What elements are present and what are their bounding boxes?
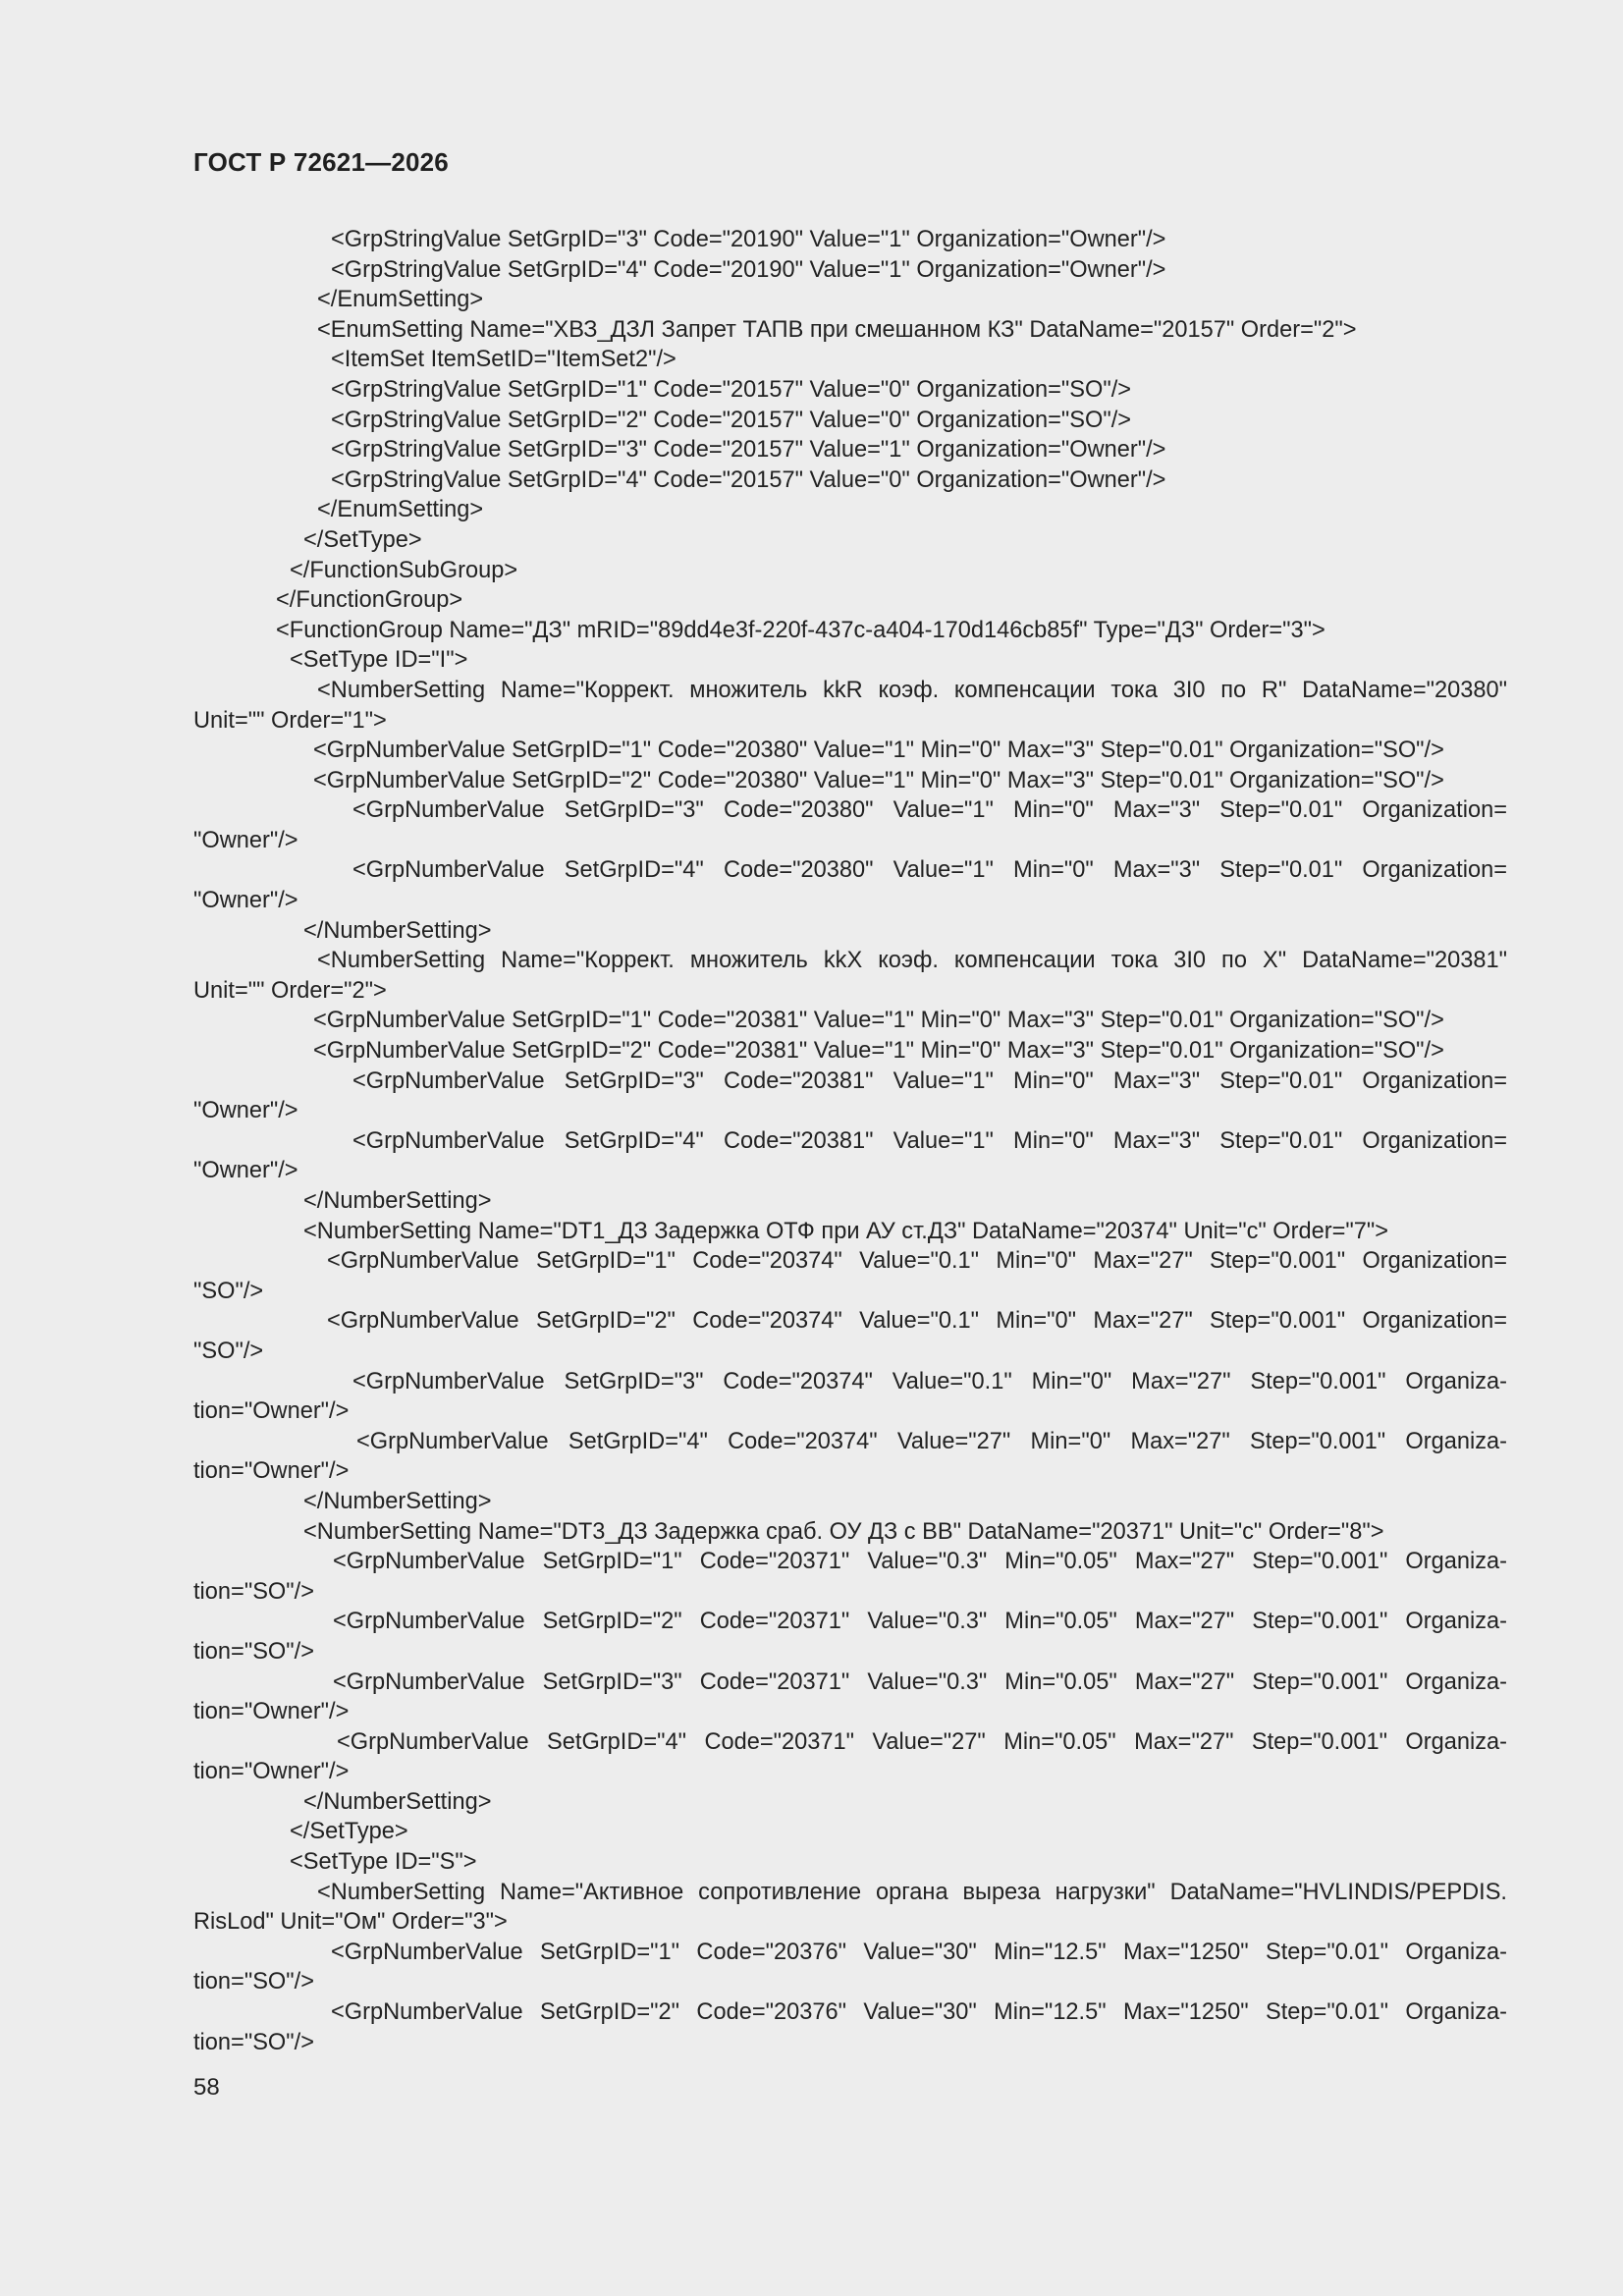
listing-line: Unit="" Order="2"> xyxy=(193,977,387,1004)
listing-line: "SO"/> xyxy=(193,1278,264,1304)
listing-line: <NumberSetting Name="DT3_ДЗ Задержка сраб. ОУ ДЗ с ВВ" DataName="20371" Unit="с" Order="8"> xyxy=(303,1518,1384,1545)
listing-line: <EnumSetting Name="ХВЗ_ДЗЛ Запрет ТАПВ при смешанном КЗ" DataName="20157" Order="2"> xyxy=(317,316,1357,343)
listing-line: <NumberSetting Name="Коррект. множитель kkR коэф. компенсации тока 3I0 по R" DataName="20380" xyxy=(317,677,1507,703)
listing-line: <GrpNumberValue SetGrpID="2" Code="20380" Value="1" Min="0" Max="3" Step="0.01" Organization="SO"/> xyxy=(313,767,1444,793)
listing-line: <GrpNumberValue SetGrpID="2" Code="20374" Value="0.1" Min="0" Max="27" Step="0.001" Organization= xyxy=(327,1308,1507,1335)
listing-line: tion="SO"/> xyxy=(193,2029,314,2055)
listing-line: tion="Owner"/> xyxy=(193,1458,350,1485)
xml-listing xyxy=(193,225,1507,2057)
listing-line: <GrpStringValue SetGrpID="4" Code="20157" Value="0" Organization="Owner"/> xyxy=(331,466,1166,493)
listing-line: <GrpStringValue SetGrpID="2" Code="20157" Value="0" Organization="SO"/> xyxy=(331,407,1132,433)
listing-line: <GrpNumberValue SetGrpID="1" Code="20374" Value="0.1" Min="0" Max="27" Step="0.001" Organization= xyxy=(327,1248,1507,1275)
listing-line: <ItemSet ItemSetID="ItemSet2"/> xyxy=(331,347,676,373)
listing-line: <GrpNumberValue SetGrpID="4" Code="20374" Value="27" Min="0" Max="27" Step="0.001" Organiza- xyxy=(356,1428,1507,1454)
listing-line: </NumberSetting> xyxy=(303,1188,492,1214)
listing-line: <GrpStringValue SetGrpID="3" Code="20190" Value="1" Organization="Owner"/> xyxy=(331,227,1166,252)
listing-line: </EnumSetting> xyxy=(317,497,484,523)
listing-line: RisLod" Unit="Ом" Order="3"> xyxy=(193,1909,508,1936)
listing-line: <GrpNumberValue SetGrpID="4" Code="20380" Value="1" Min="0" Max="3" Step="0.01" Organization= xyxy=(352,857,1507,884)
listing-line: <NumberSetting Name="Активное сопротивление органа выреза нагрузки" DataName="HVLINDIS/PEPDIS. xyxy=(317,1879,1507,1905)
listing-line: "SO"/> xyxy=(193,1338,264,1364)
listing-line: <FunctionGroup Name="ДЗ" mRID="89dd4e3f-220f-437c-a404-170d146cb85f" Type="ДЗ" Order="3"> xyxy=(276,617,1325,643)
listing-line: </FunctionSubGroup> xyxy=(290,557,518,583)
listing-line: tion="Owner"/> xyxy=(193,1759,350,1785)
listing-line: </NumberSetting> xyxy=(303,1488,492,1514)
listing-line: "Owner"/> xyxy=(193,1098,298,1124)
page-number: 58 xyxy=(193,2074,220,2101)
listing-line: <GrpNumberValue SetGrpID="3" Code="20380" Value="1" Min="0" Max="3" Step="0.01" Organization= xyxy=(352,797,1507,824)
listing-line: <GrpNumberValue SetGrpID="2" Code="20381" Value="1" Min="0" Max="3" Step="0.01" Organization="SO"/> xyxy=(313,1038,1444,1065)
listing-line: "Owner"/> xyxy=(193,888,298,914)
listing-line: tion="SO"/> xyxy=(193,1638,314,1665)
listing-line: </SetType> xyxy=(303,526,422,553)
listing-line: </FunctionGroup> xyxy=(276,587,463,614)
listing-line: </NumberSetting> xyxy=(303,1788,492,1815)
listing-line: tion="SO"/> xyxy=(193,1578,314,1605)
listing-line: <GrpNumberValue SetGrpID="3" Code="20371" Value="0.3" Min="0.05" Max="27" Step="0.001" Organiza- xyxy=(333,1668,1507,1695)
listing-line: </NumberSetting> xyxy=(303,917,492,944)
listing-line: <GrpStringValue SetGrpID="3" Code="20157" Value="1" Organization="Owner"/> xyxy=(331,437,1166,464)
listing-line: <GrpNumberValue SetGrpID="3" Code="20381" Value="1" Min="0" Max="3" Step="0.01" Organization= xyxy=(352,1067,1507,1094)
listing-line: <GrpStringValue SetGrpID="4" Code="20190" Value="1" Organization="Owner"/> xyxy=(331,256,1166,283)
listing-line: tion="Owner"/> xyxy=(193,1699,350,1725)
listing-line: <NumberSetting Name="DT1_ДЗ Задержка ОТФ при АУ ст.ДЗ" DataName="20374" Unit="с" Order="7"> xyxy=(303,1218,1389,1244)
listing-line: <GrpNumberValue SetGrpID="1" Code="20381" Value="1" Min="0" Max="3" Step="0.01" Organization="SO"/> xyxy=(313,1008,1444,1034)
listing-line: <GrpStringValue SetGrpID="1" Code="20157" Value="0" Organization="SO"/> xyxy=(331,376,1132,403)
listing-line: <GrpNumberValue SetGrpID="4" Code="20371" Value="27" Min="0.05" Max="27" Step="0.001" Organiza- xyxy=(337,1728,1507,1755)
listing-line: <SetType ID="I"> xyxy=(290,647,468,674)
listing-line: <GrpNumberValue SetGrpID="1" Code="20380" Value="1" Min="0" Max="3" Step="0.01" Organization="SO"/> xyxy=(313,738,1444,764)
listing-line: "Owner"/> xyxy=(193,827,298,853)
listing-line: <GrpNumberValue SetGrpID="1" Code="20376" Value="30" Min="12.5" Max="1250" Step="0.01" Organiza- xyxy=(331,1939,1507,1965)
listing-line: </EnumSetting> xyxy=(317,287,484,313)
listing-line: <SetType ID="S"> xyxy=(290,1849,477,1876)
listing-line: tion="SO"/> xyxy=(193,1969,314,1995)
listing-line: "Owner"/> xyxy=(193,1158,298,1184)
listing-line: <GrpNumberValue SetGrpID="1" Code="20371" Value="0.3" Min="0.05" Max="27" Step="0.001" Organiza- xyxy=(333,1549,1507,1575)
listing-line: <GrpNumberValue SetGrpID="2" Code="20371" Value="0.3" Min="0.05" Max="27" Step="0.001" Organiza- xyxy=(333,1609,1507,1635)
listing-line: <GrpNumberValue SetGrpID="3" Code="20374" Value="0.1" Min="0" Max="27" Step="0.001" Organiza- xyxy=(352,1368,1507,1394)
listing-line: Unit="" Order="1"> xyxy=(193,707,387,734)
listing-line: <GrpNumberValue SetGrpID="2" Code="20376" Value="30" Min="12.5" Max="1250" Step="0.01" Organiza- xyxy=(331,1999,1507,2026)
document-header: ГОСТ Р 72621—2026 xyxy=(193,147,449,177)
listing-line: </SetType> xyxy=(290,1819,408,1845)
listing-line: <NumberSetting Name="Коррект. множитель kkX коэф. компенсации тока 3I0 по X" DataName="20381" xyxy=(317,948,1507,974)
listing-line: <GrpNumberValue SetGrpID="4" Code="20381" Value="1" Min="0" Max="3" Step="0.01" Organization= xyxy=(352,1127,1507,1154)
listing-line: tion="Owner"/> xyxy=(193,1398,350,1425)
